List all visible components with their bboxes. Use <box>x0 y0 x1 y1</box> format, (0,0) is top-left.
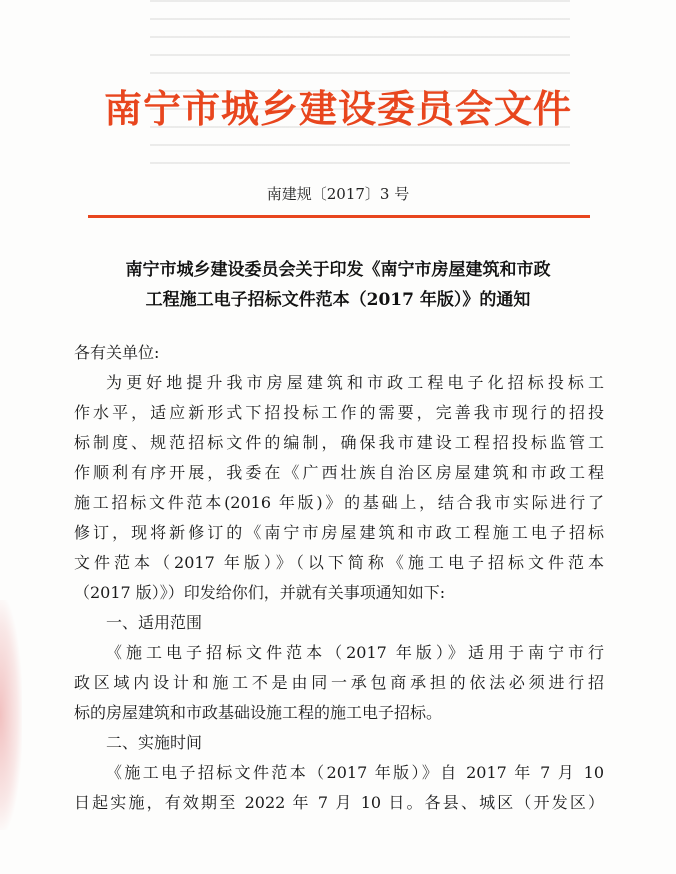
red-divider-line <box>88 215 590 218</box>
notice-title-line-1: 南宁市城乡建设委员会关于印发《南宁市房屋建筑和市政 <box>125 260 551 280</box>
seal-stamp-edge <box>0 600 22 830</box>
paragraph-line: 修订，现将新修订的《南宁市房屋建筑和市政工程施工电子招标 <box>74 523 604 542</box>
section-heading-scope: 一、适用范围 <box>106 613 203 632</box>
paragraph-line: 标的房屋建筑和市政基础设施工程的施工电子招标。 <box>74 703 443 722</box>
paragraph-line: 政区域内设计和施工不是由同一承包商承担的依法必须进行招 <box>74 673 604 692</box>
paragraph-line: 施工招标文件范本(2016 年版)》的基础上，结合我市实际进行了 <box>74 493 604 512</box>
paragraph-line: 为更好地提升我市房屋建筑和市政工程电子化招标投标工 <box>106 373 604 392</box>
paragraph-line: 《施工电子招标文件范本（2017 年版）》适用于南宁市行 <box>106 643 604 662</box>
notice-title-line-2: 工程施工电子招标文件范本（2017 年版）》的通知 <box>145 290 531 310</box>
notice-title <box>60 255 616 315</box>
paragraph-line: （2017 版）》）印发给你们，并就有关事项通知如下: <box>74 583 446 602</box>
paragraph-line: 标制度、规范招标文件的编制，确保我市建设工程招投标监管工 <box>74 433 604 452</box>
paragraph-line: 作顺利有序开展，我委在《广西壮族自治区房屋建筑和市政工程 <box>74 463 604 482</box>
paragraph-line: 《施工电子招标文件范本（2017 年版）》自 2017 年 7 月 10 <box>106 763 604 782</box>
document-body <box>74 338 604 818</box>
letterhead-title: 南宁市城乡建设委员会文件 <box>103 86 572 131</box>
paragraph-line: 文件范本（2017 年版）》（以下简称《施工电子招标文件范本 <box>74 553 604 572</box>
document-number: 南建规〔2017〕3 号 <box>266 185 410 203</box>
section-heading-effective-date: 二、实施时间 <box>106 733 203 752</box>
paragraph-line: 作水平，适应新形式下招投标工作的需要，完善我市现行的招投 <box>74 403 604 422</box>
salutation: 各有关单位: <box>74 343 160 362</box>
paragraph-line: 日起实施，有效期至 2022 年 7 月 10 日。各县、城区（开发区） <box>74 793 604 812</box>
